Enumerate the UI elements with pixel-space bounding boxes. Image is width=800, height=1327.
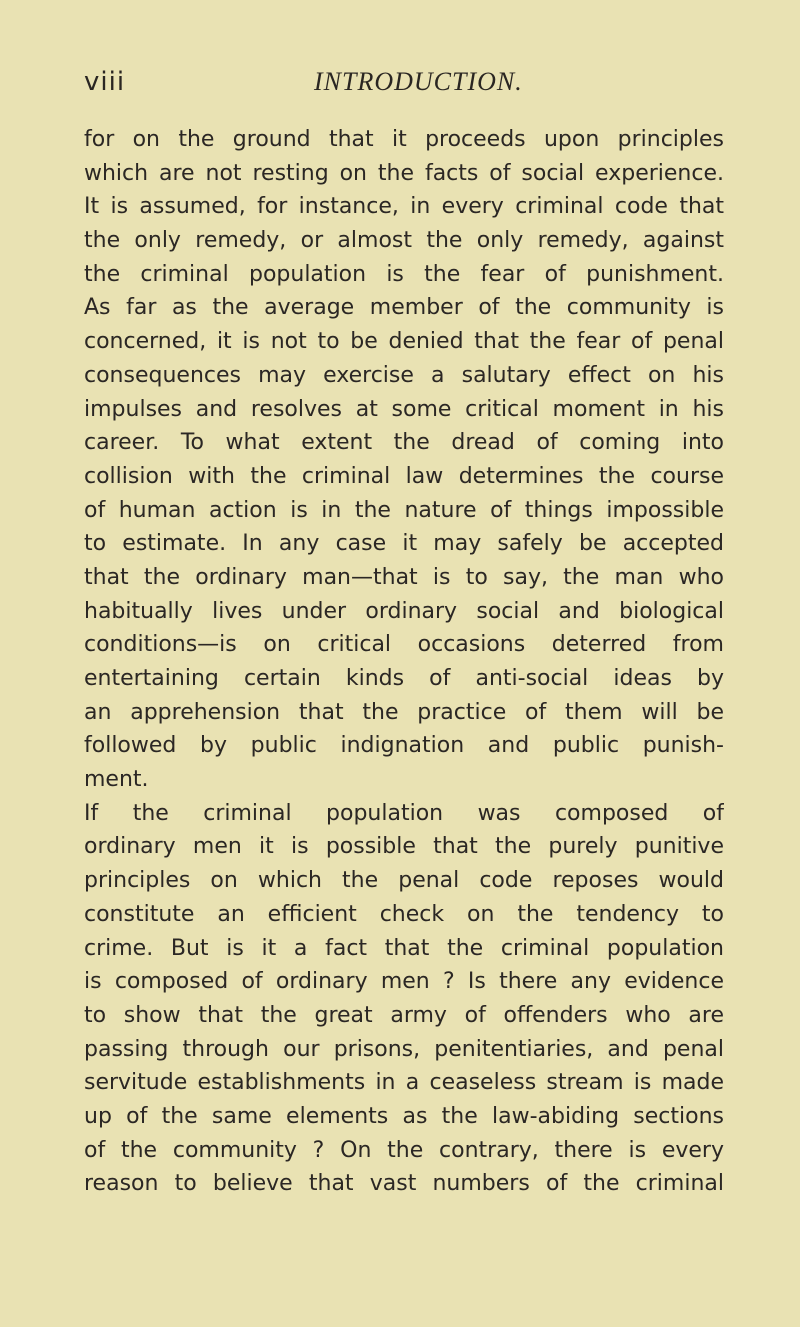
text-line: is composed of ordinary men ? Is there any evidence: [84, 969, 724, 995]
text-line: collision with the criminal law determines the course: [84, 463, 724, 489]
text-line: the only remedy, or almost the only remedy, against: [84, 228, 724, 254]
text-line: of the community ? On the contrary, there is every: [84, 1137, 724, 1163]
text-line: consequences may exercise a salutary effect on his: [84, 362, 724, 388]
text-line: which are not resting on the facts of social experience.: [84, 160, 724, 186]
running-head: INTRODUCTION.: [314, 67, 523, 96]
text-line: entertaining certain kinds of anti-social ideas by: [84, 666, 724, 691]
text-line: followed by public indignation and public punish-: [84, 733, 724, 759]
text-line: concerned, it is not to be denied that the fear of penal: [84, 329, 724, 355]
text-line: of human action is in the nature of things impossible: [84, 497, 724, 523]
text-line: ordinary men it is possible that the purely punitive: [84, 834, 724, 860]
text-line: servitude establishments in a ceaseless stream is made: [84, 1070, 724, 1096]
text-line: career. To what extent the dread of coming into: [84, 430, 724, 456]
text-line: reason to believe that vast numbers of the criminal: [84, 1171, 724, 1197]
body-text: [84, 123, 724, 1201]
text-line: impulses and resolves at some critical moment in his: [84, 396, 724, 422]
text-line: If the criminal population was composed of: [84, 800, 724, 826]
text-line: up of the same elements as the law-abiding sections: [84, 1103, 724, 1129]
text-line: principles on which the penal code reposes would: [84, 868, 724, 894]
text-line: habitually lives under ordinary social and biological: [84, 598, 724, 624]
text-line: the criminal population is the fear of punishment.: [84, 261, 724, 287]
text-line: ment.: [84, 767, 149, 793]
text-line: It is assumed, for instance, in every criminal code that: [84, 194, 724, 220]
text-line: that the ordinary man—that is to say, the man who: [84, 564, 724, 590]
text-line: passing through our prisons, penitentiaries, and penal: [84, 1036, 724, 1062]
text-line: for on the ground that it proceeds upon principles: [84, 127, 724, 152]
text-line: crime. But is it a fact that the criminal population: [84, 935, 724, 961]
text-line: an apprehension that the practice of them will be: [84, 699, 724, 725]
text-line: As far as the average member of the community is: [84, 295, 724, 321]
page-number: viii: [84, 67, 126, 97]
page-header: [84, 62, 724, 102]
text-line: to estimate. In any case it may safely be accepted: [84, 531, 724, 557]
text-line: to show that the great army of offenders who are: [84, 1002, 724, 1028]
text-line: conditions—is on critical occasions deterred from: [84, 632, 724, 658]
text-line: constitute an efficient check on the tendency to: [84, 901, 724, 927]
